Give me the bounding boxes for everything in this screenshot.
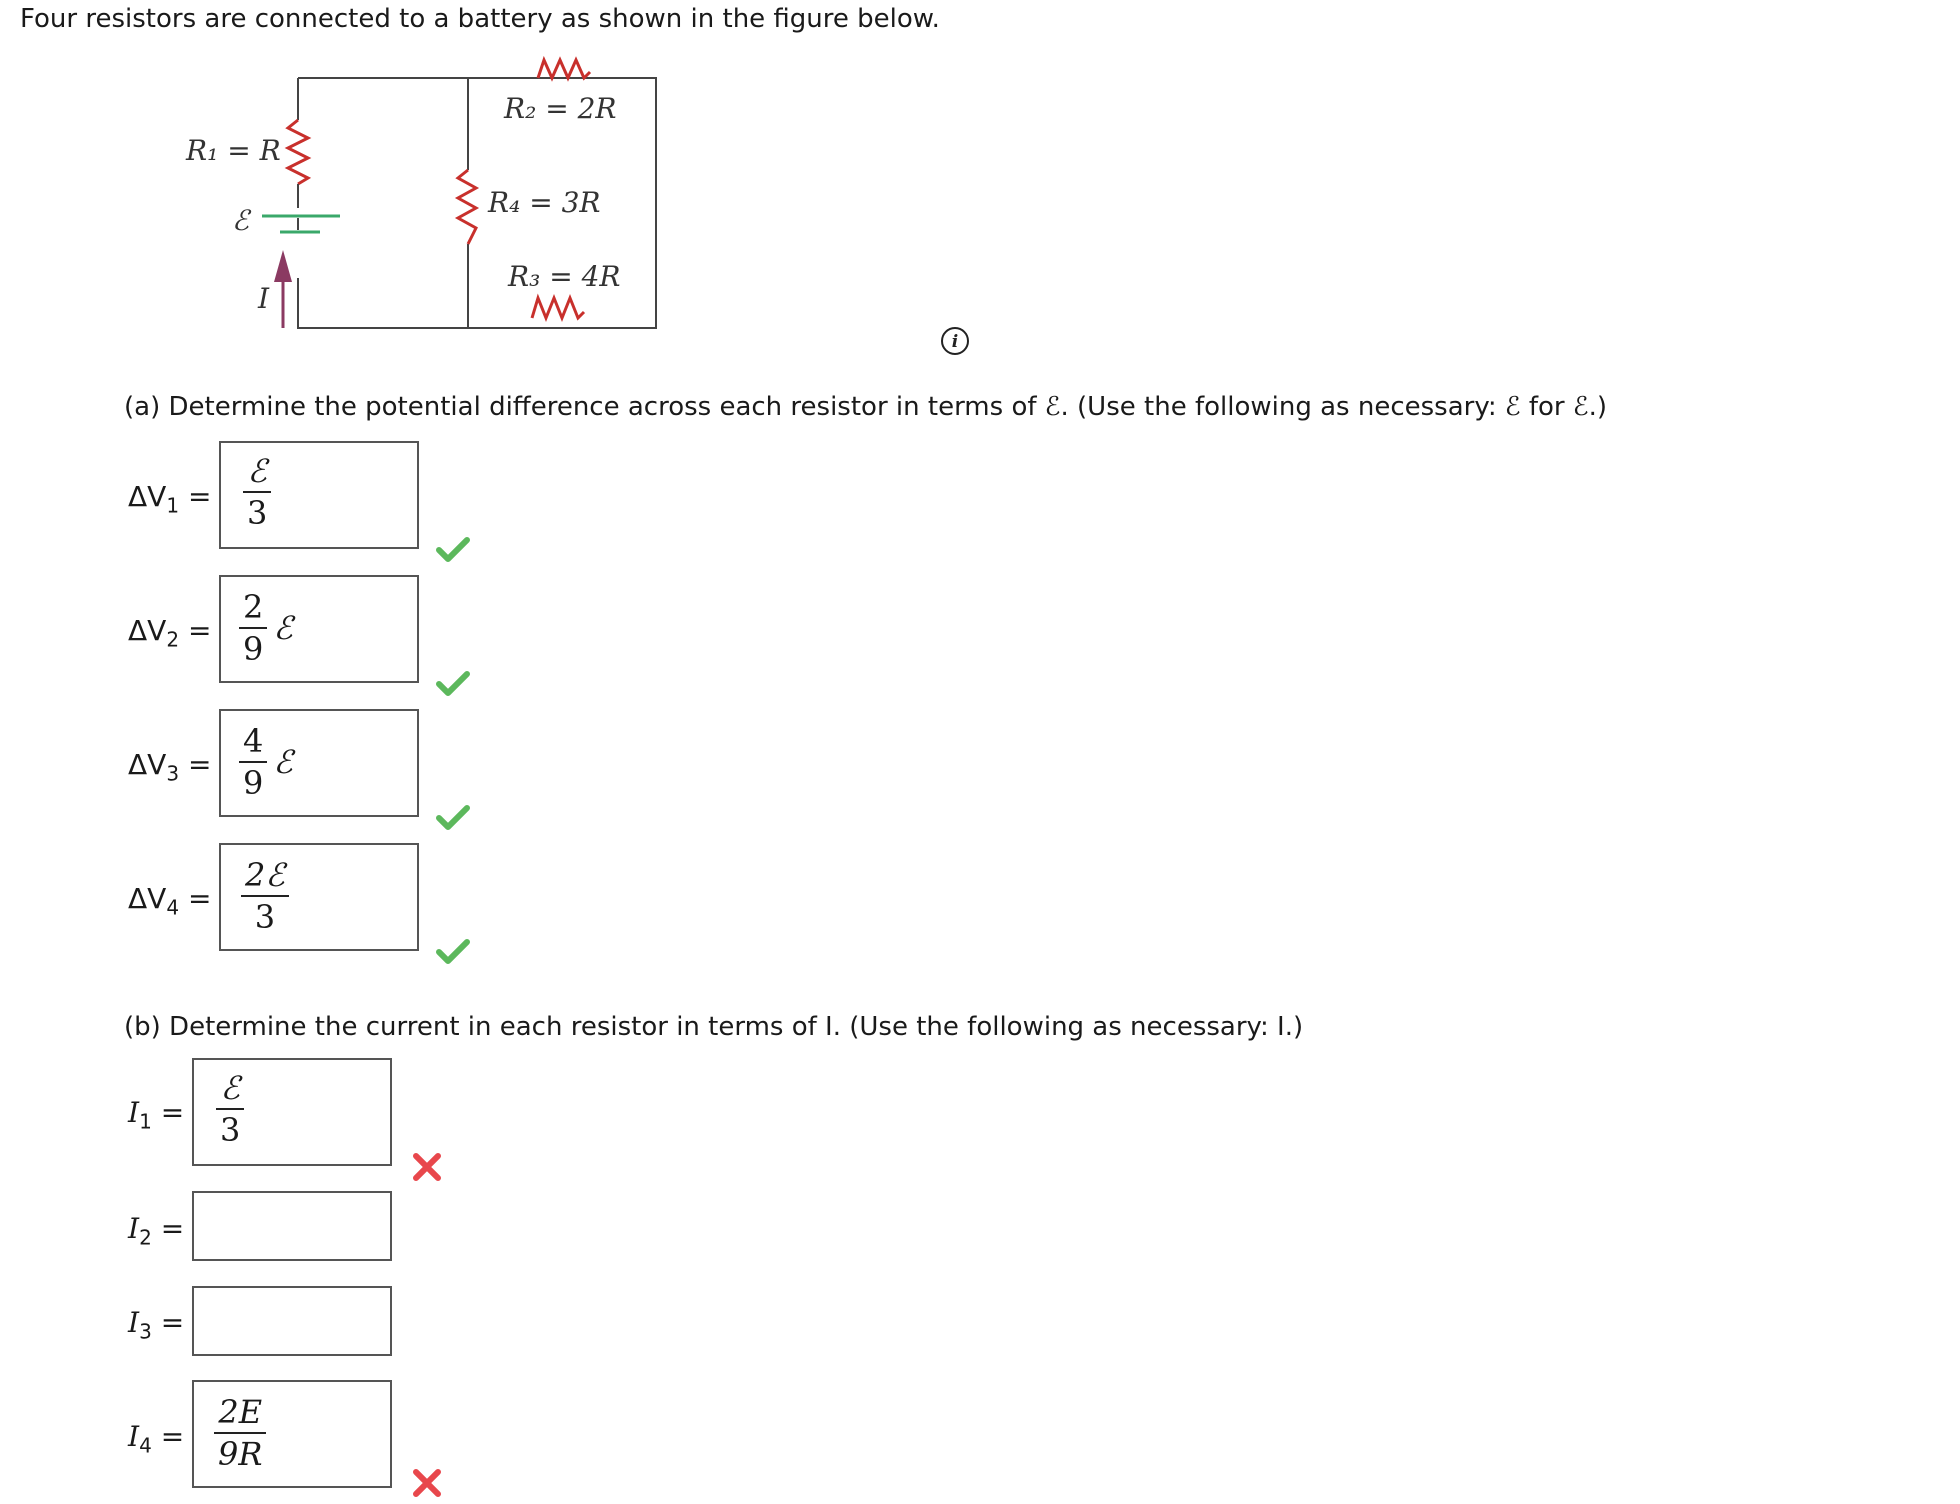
answer-dv4-input[interactable]: 2ℰ 3: [219, 843, 419, 951]
label-dv3: $\Delta V_3$ =: [128, 748, 212, 786]
label-r2: R₂ = 2R: [504, 92, 617, 125]
correct-check-icon: [436, 532, 470, 566]
label-r4: R₄ = 3R: [488, 186, 601, 219]
incorrect-x-icon: [410, 1150, 444, 1184]
correct-check-icon: [436, 934, 470, 968]
answer-i1-input[interactable]: ℰ 3: [192, 1058, 392, 1166]
part-a-prompt: (a) Determine the potential difference across each resistor in terms of ℰ. (Use the following as necessary: ℰ for ℰ.): [124, 392, 1608, 422]
answer-i4-input[interactable]: 2E 9R: [192, 1380, 392, 1488]
incorrect-x-icon: [410, 1466, 444, 1500]
part-b-prompt: (b) Determine the current in each resistor in terms of I. (Use the following as necessary: I.): [124, 1012, 1304, 1042]
answer-i2-input[interactable]: [192, 1191, 392, 1261]
label-dv4: $\Delta V_4$ =: [128, 882, 212, 920]
label-r3: R₃ = 4R: [508, 260, 621, 293]
label-i2: $I_2$ =: [128, 1212, 185, 1250]
question-intro: Four resistors are connected to a battery as shown in the figure below.: [20, 4, 940, 34]
label-i4: $I_4$ =: [128, 1420, 185, 1458]
correct-check-icon: [436, 800, 470, 834]
label-dv1: $\Delta V_1$ =: [128, 480, 212, 518]
label-emf: ℰ: [232, 204, 249, 237]
label-dv2: $\Delta V_2$ =: [128, 614, 212, 652]
resistor-r2: [538, 60, 590, 78]
resistor-r3: [532, 298, 584, 318]
current-arrow: [274, 250, 292, 282]
correct-check-icon: [436, 666, 470, 700]
answer-dv1-input[interactable]: ℰ 3: [219, 441, 419, 549]
answer-i3-input[interactable]: [192, 1286, 392, 1356]
label-i3: $I_3$ =: [128, 1306, 185, 1344]
svg-text:i: i: [951, 332, 959, 352]
answer-dv2-input[interactable]: 2 9 ℰ: [219, 575, 419, 683]
answer-dv3-input[interactable]: 4 9 ℰ: [219, 709, 419, 817]
resistor-r4: [458, 170, 476, 244]
label-i1: $I_1$ =: [128, 1096, 185, 1134]
circuit-figure: [170, 50, 690, 350]
info-icon[interactable]: [940, 326, 970, 356]
label-current: I: [258, 282, 270, 315]
label-r1: R₁ = R: [186, 134, 281, 167]
resistor-r1: [288, 120, 308, 184]
